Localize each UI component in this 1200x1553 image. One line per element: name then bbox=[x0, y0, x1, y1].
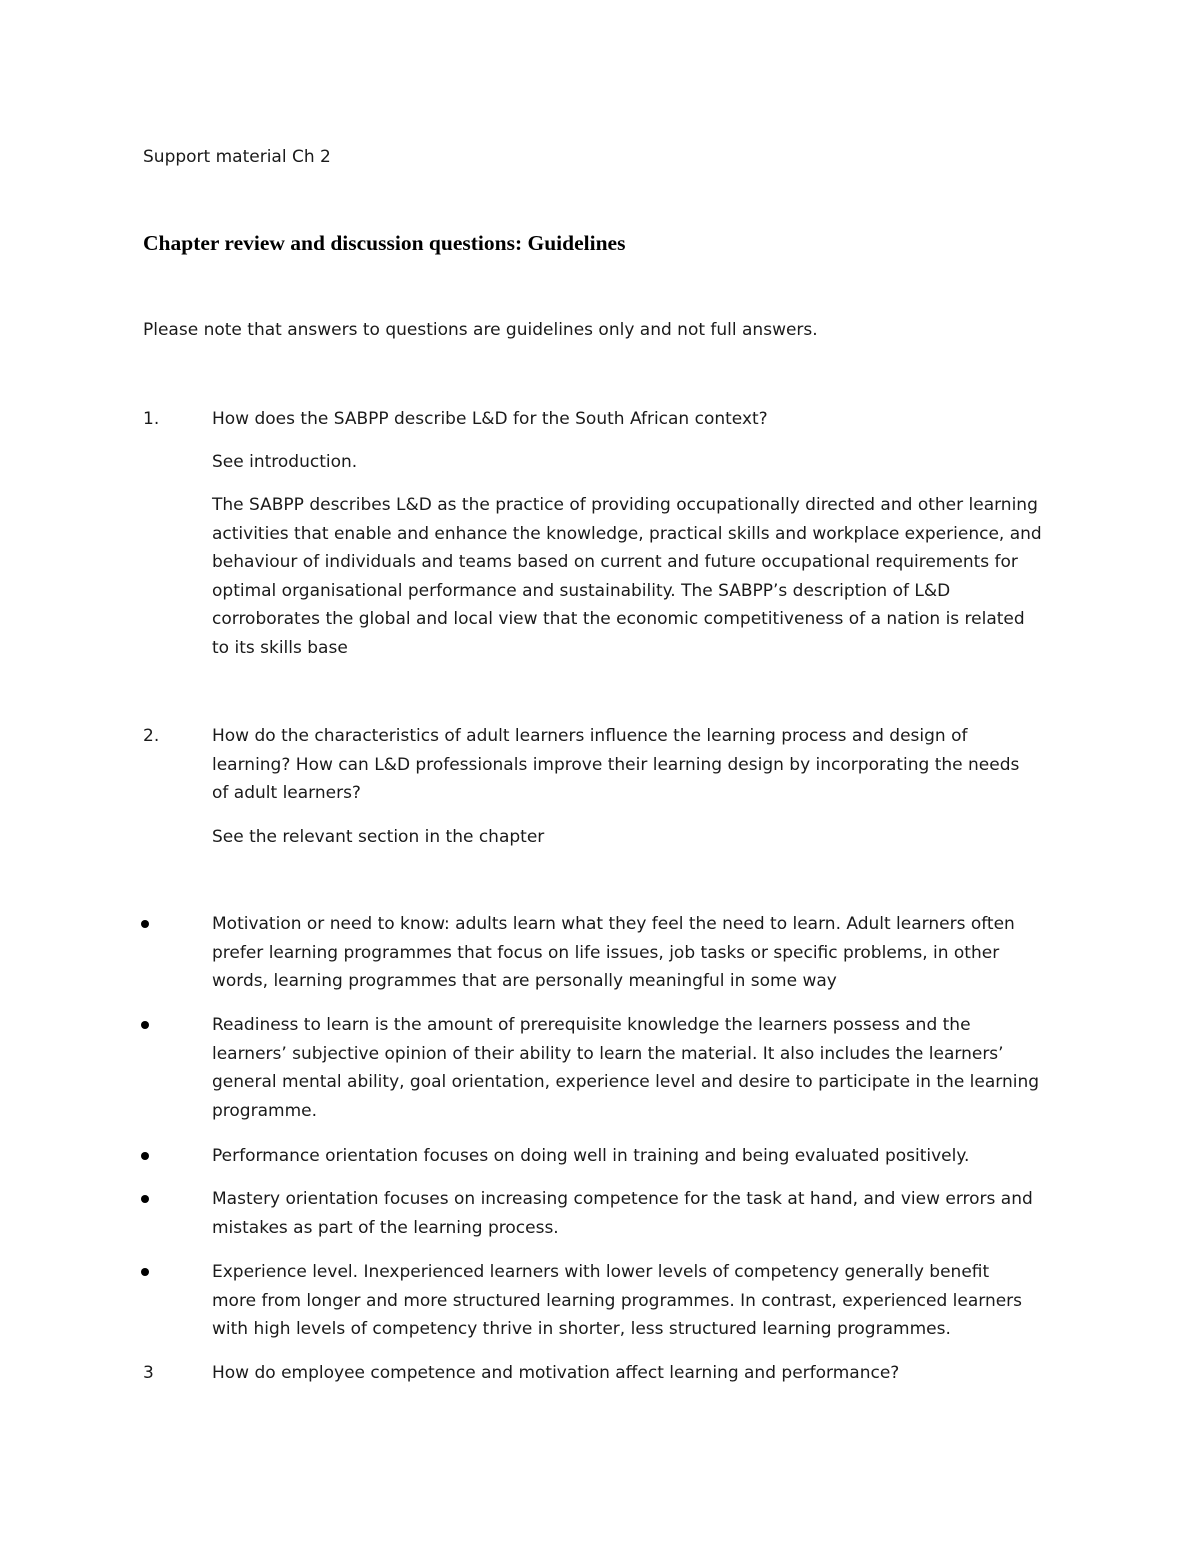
question-1-line: How does the SABPP describe L&D for the South African context? bbox=[212, 409, 768, 429]
bullet-line: words, learning programmes that are personally meaningful in some way bbox=[212, 971, 837, 991]
support-material-title: Support material Ch 2 bbox=[143, 147, 331, 167]
bullet-line: mistakes as part of the learning process. bbox=[212, 1217, 559, 1238]
question-1-reference bbox=[212, 448, 1092, 477]
question-2-text bbox=[212, 722, 1092, 808]
question-line: of adult learners? bbox=[212, 783, 361, 803]
bullet-item-performance bbox=[212, 1142, 1092, 1171]
bullet-line: programme. bbox=[212, 1100, 317, 1121]
question-2-reference bbox=[212, 823, 1092, 852]
bullet-point bbox=[141, 1185, 153, 1197]
answer-line: optimal organisational performance and sustainability. The SABPP’s description of L&D bbox=[212, 580, 951, 601]
question-2-number: 2. bbox=[143, 726, 160, 746]
question-3-text bbox=[212, 1359, 1092, 1388]
question-line: How do employee competence and motivation affect learning and performance? bbox=[212, 1363, 900, 1383]
guidelines-note: Please note that answers to questions are guidelines only and not full answers. bbox=[143, 320, 818, 340]
bullet-line: Performance orientation focuses on doing well in training and being evaluated positively. bbox=[212, 1146, 970, 1166]
bullet-line: Motivation or need to know: adults learn what they feel the need to learn. Adult learners often bbox=[212, 914, 1015, 934]
answer-line: corroborates the global and local view that the economic competitiveness of a nation is related bbox=[212, 609, 1025, 629]
bullet-point bbox=[141, 1142, 153, 1154]
question-3-number: 3 bbox=[143, 1363, 154, 1383]
question-line: learning? How can L&D professionals improve their learning design by incorporating the needs bbox=[212, 754, 1020, 775]
bullet-item-experience bbox=[212, 1258, 1092, 1344]
question-line: How do the characteristics of adult learners influence the learning process and design of bbox=[212, 726, 968, 746]
bullet-point bbox=[141, 910, 153, 922]
bullet-line: learners’ subjective opinion of their ability to learn the material. It also includes the learners’ bbox=[212, 1043, 1004, 1064]
bullet-point bbox=[141, 1011, 153, 1023]
answer-line: activities that enable and enhance the knowledge, practical skills and workplace experience, and bbox=[212, 523, 1042, 544]
bullet-line: more from longer and more structured learning programmes. In contrast, experienced learners bbox=[212, 1290, 1023, 1311]
answer-line: behaviour of individuals and teams based on current and future occupational requirements for bbox=[212, 552, 1018, 572]
question-1-text bbox=[212, 405, 1092, 434]
bullet-item-motivation bbox=[212, 910, 1092, 996]
answer-line: The SABPP describes L&D as the practice of providing occupationally directed and other learning bbox=[212, 495, 1038, 515]
page-heading: Chapter review and discussion questions: Guidelines bbox=[143, 231, 626, 255]
bullet-line: Mastery orientation focuses on increasing competence for the task at hand, and view errors and bbox=[212, 1189, 1033, 1209]
question-1-answer bbox=[212, 491, 1092, 662]
bullet-line: with high levels of competency thrive in shorter, less structured learning programmes. bbox=[212, 1319, 951, 1339]
bullet-line: general mental ability, goal orientation, experience level and desire to participate in the learning bbox=[212, 1072, 1040, 1092]
question-1-ref-line: See introduction. bbox=[212, 452, 358, 472]
bullet-item-readiness bbox=[212, 1011, 1092, 1125]
bullet-line: Readiness to learn is the amount of prerequisite knowledge the learners possess and the bbox=[212, 1015, 971, 1035]
bullet-item-mastery bbox=[212, 1185, 1092, 1242]
bullet-line: Experience level. Inexperienced learners with lower levels of competency generally benefit bbox=[212, 1262, 990, 1282]
question-1-number: 1. bbox=[143, 409, 160, 429]
bullet-point bbox=[141, 1258, 153, 1270]
question-2-ref-line: See the relevant section in the chapter bbox=[212, 827, 545, 847]
answer-line: to its skills base bbox=[212, 637, 348, 658]
bullet-line: prefer learning programmes that focus on life issues, job tasks or specific problems, in other bbox=[212, 942, 1000, 963]
